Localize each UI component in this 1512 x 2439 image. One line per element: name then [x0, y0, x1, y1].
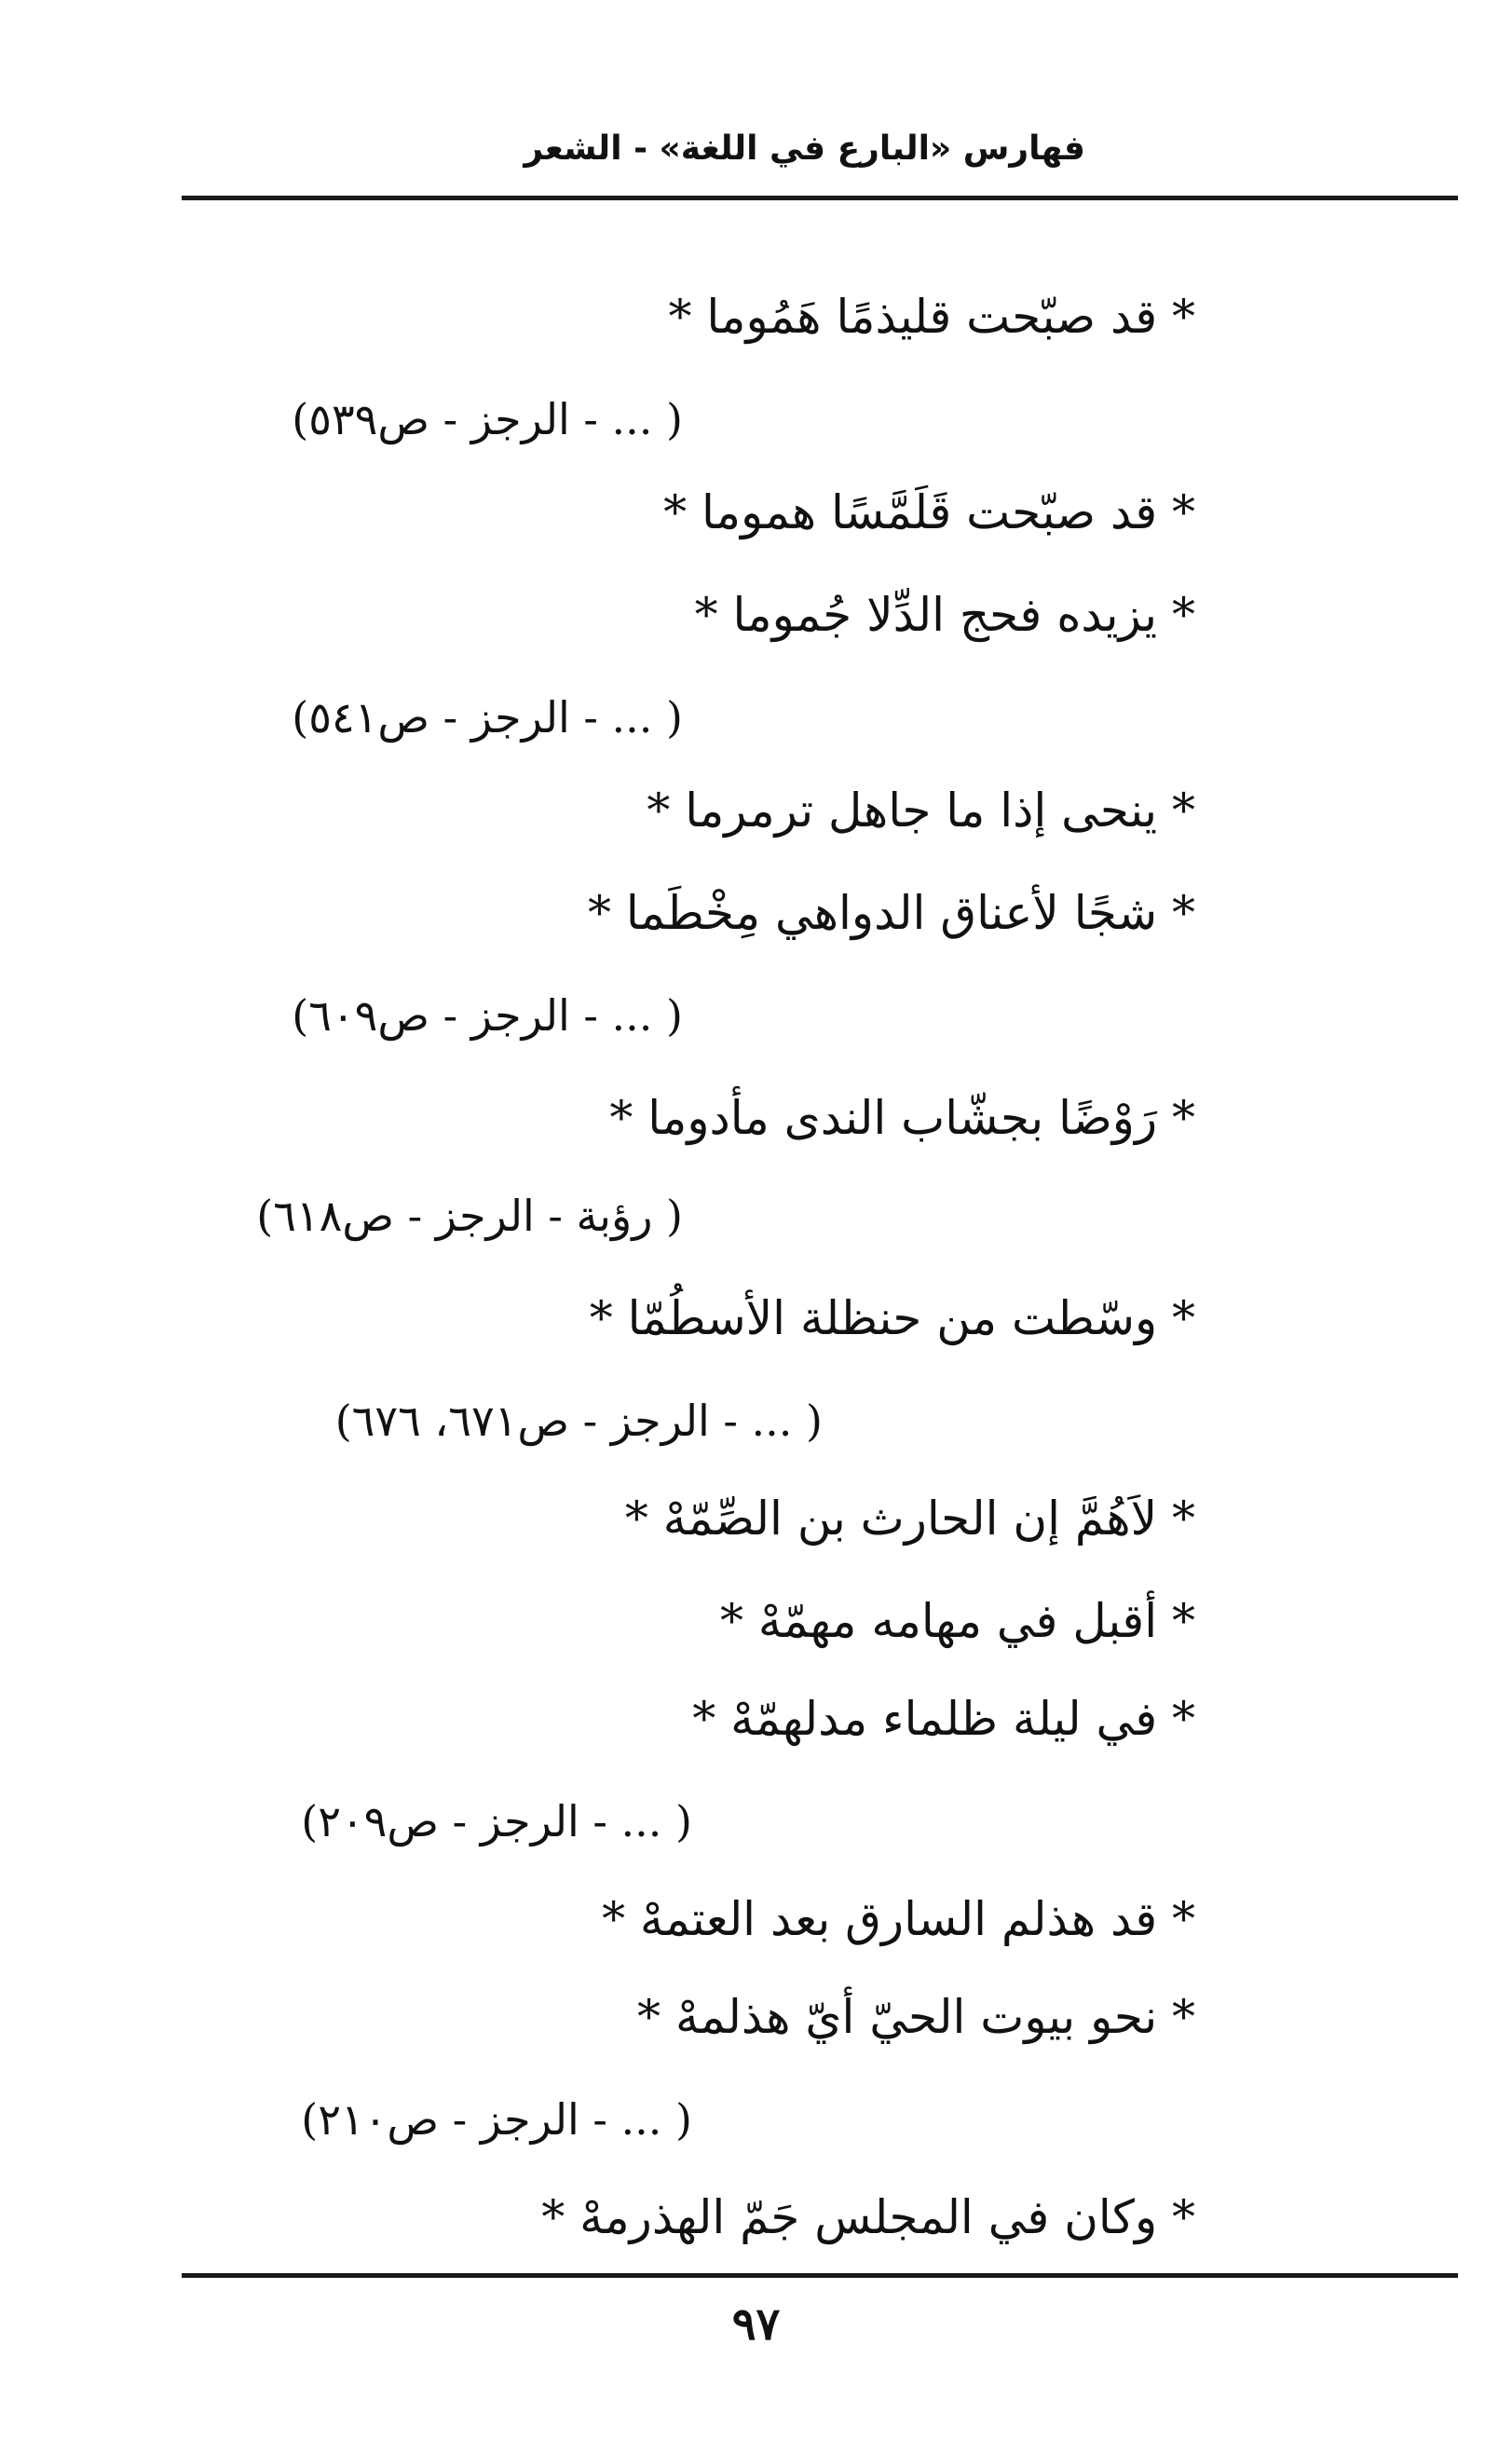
verse-line: * قد صبّحت قليذمًا هَمُوما *: [668, 290, 1195, 344]
verse-line: * قد هذلم السارق بعد العتمهْ *: [602, 1892, 1195, 1946]
verse-line: * في ليلة ظلماء مدلهمّهْ *: [692, 1692, 1195, 1746]
verse-line: * نحو بيوت الحيّ أيّ هذلمهْ *: [637, 1990, 1195, 2044]
header-title: فهارس «البارع في اللغة» - الشعر: [524, 129, 1085, 168]
verse-line: * قد صبّحت قَلَمَّسًا هموما *: [663, 485, 1195, 539]
verse-line: * ينحى إذا ما جاهل ترمرما *: [647, 783, 1195, 838]
source-citation: ( ... - الرجز - ص٥٣٩): [292, 394, 683, 444]
page-header: [182, 116, 1458, 182]
verse-line: * وسّطت من حنظلة الأسطُمّا *: [589, 1291, 1195, 1345]
source-citation: ( رؤبة - الرجز - ص٦١٨): [256, 1191, 683, 1241]
source-citation: ( ... - الرجز - ص٢٠٩): [301, 1796, 692, 1846]
verse-line: * أقبل في مهامه مهمّهْ *: [720, 1594, 1195, 1648]
verse-line: * شجًا لأعناق الدواهي مِخْطَما *: [587, 886, 1195, 940]
header-rule: [182, 196, 1458, 200]
verse-line: * رَوْضًا بجشّاب الندى مأدوما *: [609, 1091, 1195, 1145]
verse-line: * يزيده فحج الدِّلا جُموما *: [694, 588, 1195, 642]
source-citation: ( ... - الرجز - ص٦٠٩): [292, 990, 683, 1041]
page-number: ٩٧: [731, 2298, 781, 2350]
source-citation: ( ... - الرجز - ص٥٤١): [292, 692, 683, 743]
source-citation: ( ... - الرجز - ص٦٧١، ٦٧٦): [334, 1396, 823, 1446]
footer-rule: [182, 2273, 1458, 2278]
verse-line: * وكان في المجلس جَمّ الهذرمهْ *: [541, 2190, 1195, 2244]
source-citation: ( ... - الرجز - ص٢١٠): [301, 2094, 692, 2145]
verse-line: * لاَهُمَّ إن الحارث بن الصِّمّهْ *: [624, 1492, 1195, 1546]
